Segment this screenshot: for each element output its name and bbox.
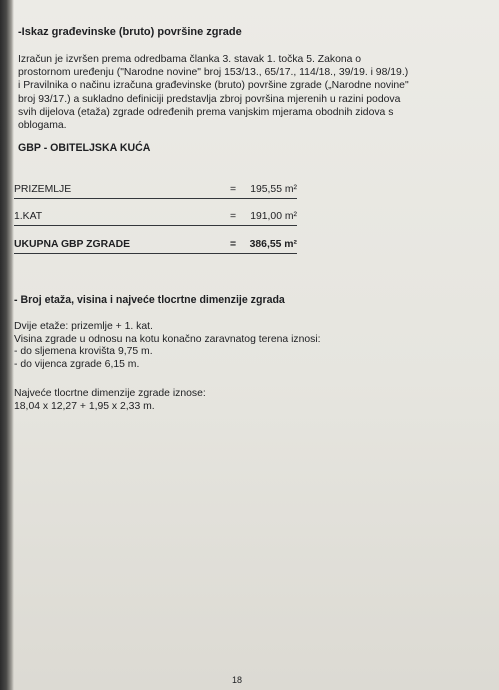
row-underline (14, 225, 297, 226)
intro-line: prostornom uređenju ("Narodne novine" broj 153/13., 65/17., 114/18., 39/19. i 98/19.) (18, 67, 409, 79)
binding-shadow (0, 0, 14, 690)
intro-line: broj 93/17.) a sukladno definiciji predstavlja zbroj površina mjerenih u razini podova (18, 93, 401, 105)
row-value: 386,55 m² (249, 239, 297, 250)
row-underline (14, 198, 297, 199)
text-line: Dvije etaže: prizemlje + 1. kat. (14, 321, 153, 332)
text-line: Najveće tlocrtne dimenzije zgrade iznose: (14, 388, 206, 399)
intro-paragraph (18, 53, 462, 132)
floors-height-block (14, 321, 321, 371)
intro-line: Izračun je izvršen prema odredbama članka 3. stavak 1. točka 5. Zakona o (18, 54, 362, 65)
page-number: 18 (232, 675, 243, 685)
gbp-title: GBP - OBITELJSKA KUĆA (18, 142, 151, 154)
text-line: - do vijenca zgrade 6,15 m. (14, 358, 140, 370)
text-line: - do sljemena krovišta 9,75 m. (14, 346, 153, 358)
text-line: 18,04 x 12,27 + 1,95 x 2,33 m. (14, 400, 155, 412)
intro-line: i Pravilnika o načinu izračuna građevinske (bruto) površine zgrade („Narodne novine" (18, 80, 409, 92)
row-label: UKUPNA GBP ZGRADE (14, 239, 131, 250)
row-equals: = (230, 239, 237, 250)
row-value: 195,55 m² (250, 184, 297, 195)
text-line: Visina zgrade u odnosu na kotu konačno zaravnatog terena iznosi: (14, 333, 321, 345)
intro-line: svih dijelova (etaža) zgrade određenih prema vanjskim mjerama obodnih zidova s (18, 106, 394, 118)
gbp-row-first-floor (14, 211, 297, 225)
row-equals: = (230, 211, 237, 222)
section2-title: - Broj etaža, visina i najveće tlocrtne dimenzije zgrada (14, 294, 285, 306)
row-value: 191,00 m² (250, 211, 297, 222)
page-heading: -Iskaz građevinske (bruto) površine zgrade (18, 26, 242, 38)
dimensions-block (14, 388, 206, 413)
row-label: 1.KAT (14, 211, 43, 222)
gbp-row-total (14, 239, 297, 253)
row-underline (14, 253, 297, 254)
intro-line: oblogama. (18, 120, 67, 132)
row-equals: = (230, 184, 237, 195)
row-label: PRIZEMLJE (14, 184, 72, 195)
gbp-row-ground-floor (14, 184, 297, 198)
